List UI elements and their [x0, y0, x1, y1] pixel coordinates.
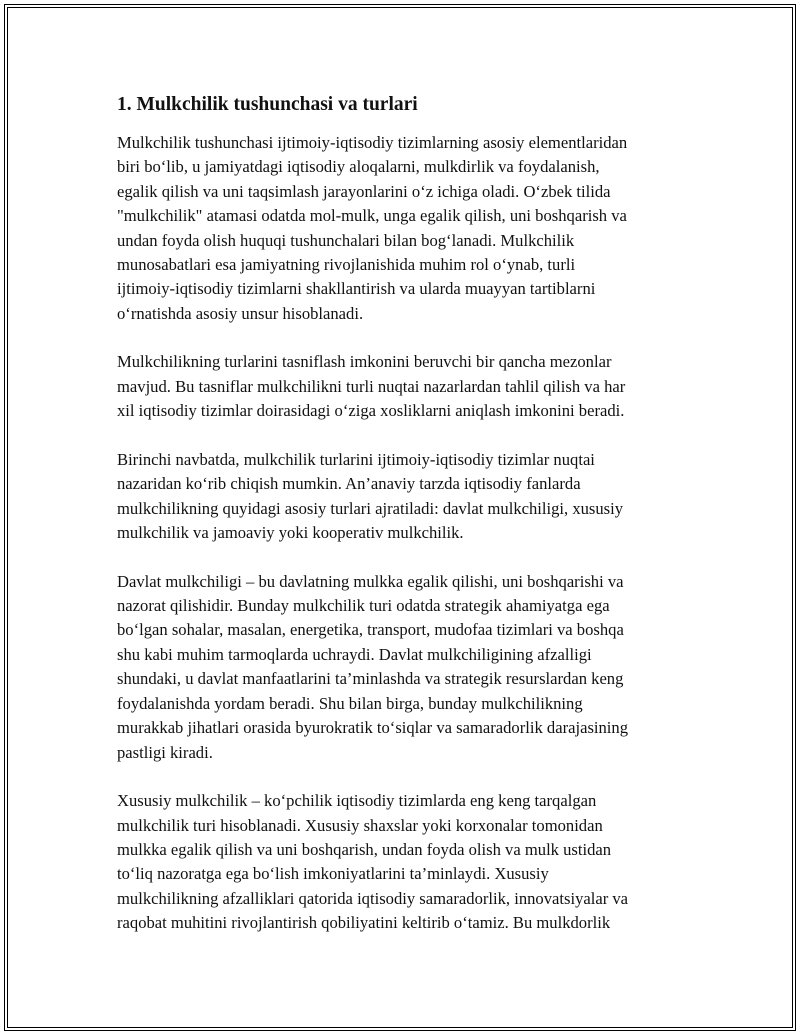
paragraph-line: to‘liq nazoratga ega bo‘lish imkoniyatlarini ta’minlaydi. Xususiy	[117, 864, 549, 884]
paragraph-line: Birinchi navbatda, mulkchilik turlarini ijtimoiy-iqtisodiy tizimlar nuqtai	[117, 449, 595, 469]
paragraph	[114, 131, 686, 326]
paragraph	[114, 570, 686, 765]
paragraph-line: raqobat muhitini rivojlantirish qobiliyatini keltirib o‘tamiz. Bu mulkdorlik	[117, 913, 611, 933]
paragraph-line: xil iqtisodiy tizimlar doirasidagi o‘ziga xosliklarni aniqlash imkonini beradi.	[117, 401, 625, 421]
paragraph-line: mulkchilik va jamoaviy yoki kooperativ mulkchilik.	[117, 523, 464, 543]
paragraph-line: Xususiy mulkchilik – ko‘pchilik iqtisodiy tizimlarda eng keng tarqalgan	[117, 791, 597, 811]
paragraph-line: mulkchilikning afzalliklari qatorida iqtisodiy samaradorlik, innovatsiyalar va	[117, 888, 629, 908]
paragraph-line: Mulkchilik tushunchasi ijtimoiy-iqtisodiy tizimlarning asosiy elementlaridan	[117, 133, 628, 152]
paragraph-line: foydalanishda yordam beradi. Shu bilan birga, bunday mulkchilikning	[117, 693, 583, 713]
paragraph-line: o‘rnatishda asosiy unsur hisoblanadi.	[117, 303, 364, 323]
paragraph-line: pastligi kiradi.	[117, 742, 213, 762]
paragraph-line: mulkchilikning quyidagi asosiy turlari ajratiladi: davlat mulkchiligi, xususiy	[117, 498, 624, 518]
paragraph-line: shundaki, u davlat manfaatlarini ta’minlashda va strategik resurslardan keng	[117, 669, 624, 689]
paragraph-list	[114, 131, 686, 936]
paragraph-line: bo‘lgan sohalar, masalan, energetika, transport, mudofaa tizimlari va boshqa	[117, 620, 624, 640]
paragraph	[114, 789, 686, 935]
section-title: 1. Mulkchilik tushunchasi va turlari	[117, 94, 418, 115]
document-body	[114, 92, 686, 960]
paragraph-line: mulkka egalik qilish va uni boshqarish, undan foyda olish va mulk ustidan	[117, 839, 612, 859]
paragraph-line: nazaridan ko‘rib chiqish mumkin. An’anaviy tarzda iqtisodiy fanlarda	[117, 474, 581, 494]
paragraph-line: undan foyda olish huquqi tushunchalari bilan bog‘lanadi. Mulkchilik	[117, 230, 575, 250]
paragraph-line: mavjud. Bu tasniflar mulkchilikni turli nuqtai nazarlardan tahlil qilish va har	[117, 376, 626, 396]
paragraph-line: biri bo‘lib, u jamiyatdagi iqtisodiy aloqalarni, mulkdirlik va foydalanish,	[117, 157, 600, 177]
paragraph	[114, 350, 686, 423]
paragraph-line: shu kabi muhim tarmoqlarda uchraydi. Davlat mulkchiligining afzalligi	[117, 644, 592, 664]
paragraph-line: egalik qilish va uni taqsimlash jarayonlarini o‘z ichiga oladi. O‘zbek tilida	[117, 181, 611, 201]
paragraph-line: Davlat mulkchiligi – bu davlatning mulkka egalik qilishi, uni boshqarishi va	[117, 571, 624, 591]
paragraph	[114, 448, 686, 546]
paragraph-line: nazorat qilishidir. Bunday mulkchilik turi odatda strategik ahamiyatga ega	[117, 596, 610, 616]
paragraph-line: "mulkchilik" atamasi odatda mol-mulk, unga egalik qilish, uni boshqarish va	[117, 206, 627, 226]
paragraph-line: munosabatlari esa jamiyatning rivojlanishida muhim rol o‘ynab, turli	[117, 255, 576, 275]
paragraph-line: ijtimoiy-iqtisodiy tizimlarni shakllantirish va ularda muayyan tartiblarni	[117, 279, 596, 299]
paragraph-line: Mulkchilikning turlarini tasniflash imkonini beruvchi bir qancha mezonlar	[117, 352, 612, 372]
paragraph-line: murakkab jihatlari orasida byurokratik to‘siqlar va samaradorlik darajasining	[117, 718, 629, 738]
paragraph-line: mulkchilik turi hisoblanadi. Xususiy shaxslar yoki korxonalar tomonidan	[117, 815, 603, 835]
